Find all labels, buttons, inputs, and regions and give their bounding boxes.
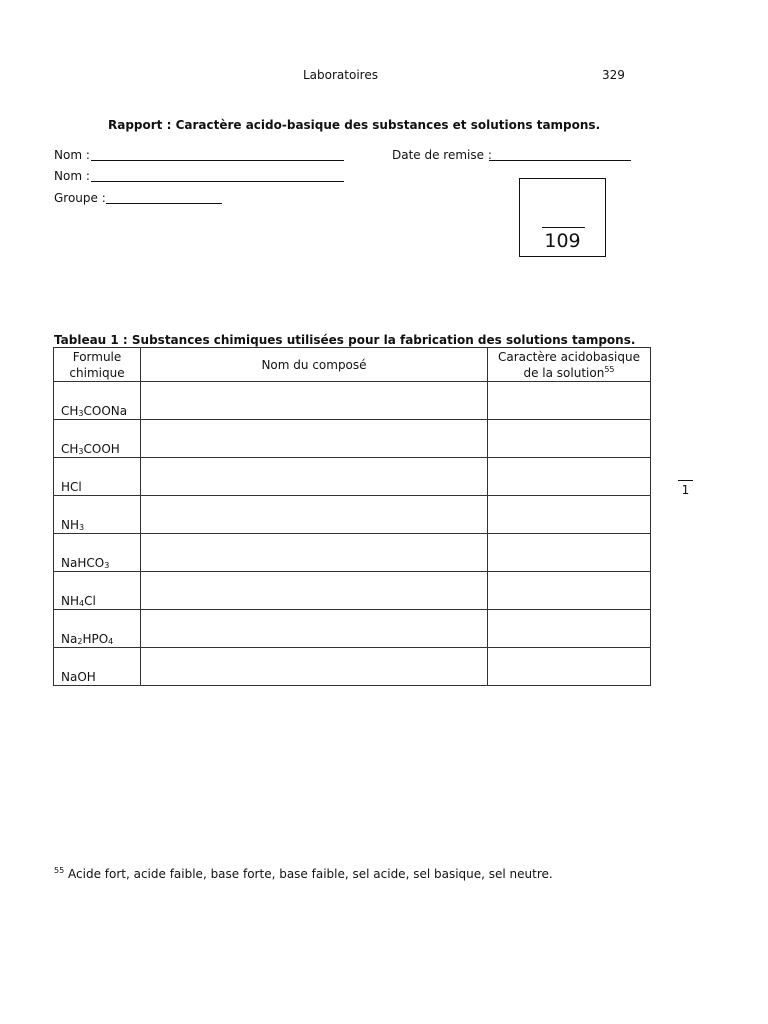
- header-formula-line2: chimique: [69, 365, 125, 380]
- formula-text: HCl: [61, 480, 82, 494]
- compound-name-cell[interactable]: [141, 648, 488, 686]
- footnote-ref: 55: [604, 364, 615, 374]
- groupe-label: Groupe :: [54, 191, 106, 205]
- score-blank: [542, 227, 585, 228]
- acid-base-character-cell[interactable]: [488, 420, 651, 458]
- page-number: 329: [602, 68, 625, 82]
- table-row: [54, 648, 651, 686]
- formula-text: HPO: [82, 632, 109, 646]
- formula-text: NaHCO: [61, 556, 105, 570]
- side-score-bar: [678, 480, 693, 481]
- formula-subscript: 2: [77, 637, 83, 646]
- formula-subscript: 3: [79, 523, 85, 532]
- formula-text: CH: [61, 442, 79, 456]
- formula-text: COOH: [83, 442, 120, 456]
- formula-cell: [54, 610, 141, 648]
- formula-text: NH: [61, 594, 79, 608]
- score-box: [519, 178, 606, 257]
- table-row: [54, 534, 651, 572]
- acid-base-character-cell[interactable]: [488, 648, 651, 686]
- table-row: [54, 458, 651, 496]
- footnote-text: Acide fort, acide faible, base forte, base faible, sel acide, sel basique, sel neutre.: [68, 867, 553, 881]
- acid-base-character-cell[interactable]: [488, 496, 651, 534]
- table-caption: Tableau 1 : Substances chimiques utilisées pour la fabrication des solutions tampons.: [54, 333, 636, 347]
- formula-cell: [54, 458, 141, 496]
- table-row: [54, 496, 651, 534]
- acid-base-character-cell[interactable]: [488, 458, 651, 496]
- header-character-line1: Caractère acidobasique: [498, 349, 640, 364]
- compound-name-cell[interactable]: [141, 382, 488, 420]
- formula-subscript: 3: [78, 409, 84, 418]
- substances-table: [53, 347, 651, 686]
- table-row: [54, 420, 651, 458]
- formula-subscript: 4: [108, 637, 114, 646]
- side-score-value: 1: [681, 483, 690, 497]
- compound-name-cell[interactable]: [141, 496, 488, 534]
- header-character-line2: de la solution: [523, 365, 605, 380]
- table-header-row: [54, 348, 651, 382]
- nom-label-1: Nom :: [54, 148, 90, 162]
- formula-cell: [54, 496, 141, 534]
- header-formula: [54, 348, 141, 382]
- nom-blank-1: [91, 160, 344, 161]
- report-title: Rapport : Caractère acido-basique des substances et solutions tampons.: [108, 118, 601, 132]
- formula-text: NH: [61, 518, 79, 532]
- nom-blank-2: [91, 181, 344, 182]
- acid-base-character-cell[interactable]: [488, 382, 651, 420]
- compound-name-cell[interactable]: [141, 458, 488, 496]
- formula-cell: [54, 420, 141, 458]
- formula-cell: [54, 572, 141, 610]
- nom-label-2: Nom :: [54, 169, 90, 183]
- acid-base-character-cell[interactable]: [488, 572, 651, 610]
- formula-cell: [54, 382, 141, 420]
- compound-name-cell[interactable]: [141, 420, 488, 458]
- header-acid-base-character: [488, 348, 651, 382]
- compound-name-cell[interactable]: [141, 610, 488, 648]
- footnote: [54, 867, 553, 881]
- formula-cell: [54, 648, 141, 686]
- formula-text: COONa: [83, 404, 128, 418]
- compound-name-cell[interactable]: [141, 534, 488, 572]
- formula-subscript: 3: [78, 447, 84, 456]
- header-formula-line1: Formule: [72, 349, 122, 364]
- running-header: Laboratoires: [303, 68, 378, 82]
- footnote-number: 55: [54, 866, 65, 875]
- compound-name-cell[interactable]: [141, 572, 488, 610]
- formula-subscript: 3: [104, 561, 110, 570]
- header-compound-name: Nom du composé: [141, 348, 488, 382]
- date-label: Date de remise :: [392, 148, 492, 162]
- formula-text: Cl: [84, 594, 96, 608]
- acid-base-character-cell[interactable]: [488, 610, 651, 648]
- acid-base-character-cell[interactable]: [488, 534, 651, 572]
- formula-text: Na: [61, 632, 78, 646]
- date-blank: [489, 160, 631, 161]
- groupe-blank: [106, 203, 222, 204]
- formula-cell: [54, 534, 141, 572]
- table-row: [54, 610, 651, 648]
- formula-text: CH: [61, 404, 79, 418]
- formula-subscript: 4: [79, 599, 85, 608]
- table-row: [54, 382, 651, 420]
- formula-text: NaOH: [61, 670, 96, 684]
- table-row: [54, 572, 651, 610]
- score-total: 109: [544, 230, 581, 252]
- side-score: [678, 480, 693, 497]
